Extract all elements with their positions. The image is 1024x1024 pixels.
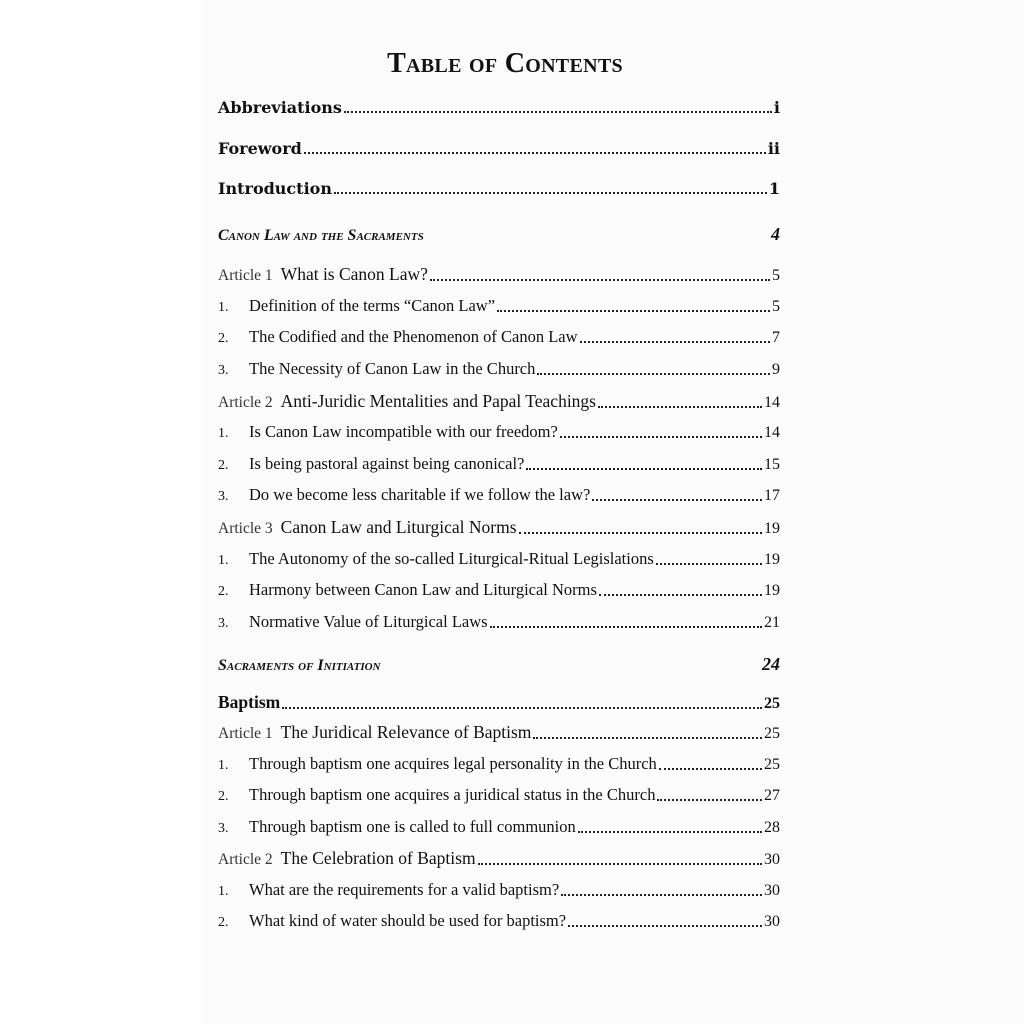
toc-page-number: 19 (764, 520, 780, 537)
toc-article[interactable] (218, 264, 780, 285)
toc-page-number: 19 (764, 551, 780, 568)
dot-leader (568, 925, 762, 927)
item-number: 2. (218, 331, 229, 346)
toc-page-number: 30 (764, 882, 780, 899)
toc-entry-label: Abbreviations (218, 98, 342, 117)
item-number: 2. (218, 584, 229, 599)
item-title: Normative Value of Liturgical Laws (249, 612, 488, 631)
item-number: 2. (218, 915, 229, 930)
item-title: Definition of the terms “Canon Law” (249, 296, 496, 315)
item-title: The Codified and the Phenomenon of Canon Law (249, 327, 578, 346)
item-title: Through baptism one acquires legal personality in the Church (249, 754, 657, 773)
dot-leader (334, 192, 767, 194)
dot-leader (657, 799, 762, 801)
dot-leader (304, 152, 766, 154)
article-prefix: Article 2 (218, 851, 273, 868)
dot-leader (592, 499, 762, 501)
dot-leader (478, 863, 762, 865)
toc-page-number: 14 (764, 394, 780, 411)
toc-page-number: 30 (764, 851, 780, 868)
toc-page-number: 19 (764, 582, 780, 599)
dot-leader (560, 436, 762, 438)
dot-leader (282, 707, 762, 709)
item-title: Do we become less charitable if we follow the law? (249, 485, 591, 504)
dot-leader (490, 626, 762, 628)
toc-page-number: 9 (772, 361, 780, 378)
dot-leader (344, 111, 772, 113)
article-title: Anti-Juridic Mentalities and Papal Teachings (280, 391, 596, 411)
dot-leader (656, 563, 762, 565)
toc-page-number: 27 (764, 787, 780, 804)
item-title: The Autonomy of the so-called Liturgical-Ritual Legislations (249, 549, 654, 568)
toc-article[interactable] (218, 391, 780, 412)
toc-page-number: 1 (768, 179, 780, 198)
toc-chapter-baptism[interactable] (218, 692, 780, 713)
dot-leader (519, 532, 762, 534)
item-number: 3. (218, 363, 229, 378)
dot-leader (578, 831, 762, 833)
article-prefix: Article 2 (218, 394, 273, 411)
toc-page-number: 15 (764, 456, 780, 473)
item-number: 2. (218, 789, 229, 804)
toc-item[interactable] (218, 296, 780, 316)
toc-item[interactable] (218, 754, 780, 774)
dot-leader (497, 310, 770, 312)
item-number: 1. (218, 426, 229, 441)
item-title: Is being pastoral against being canonical? (249, 454, 525, 473)
toc-item[interactable] (218, 359, 780, 379)
item-number: 1. (218, 758, 229, 773)
toc-item[interactable] (218, 485, 780, 505)
item-number: 2. (218, 458, 229, 473)
toc-entry-introduction[interactable] (218, 179, 780, 198)
item-number: 1. (218, 300, 229, 315)
toc-article[interactable] (218, 848, 780, 869)
toc-page-number: 25 (764, 695, 780, 712)
toc-page-number: 25 (764, 756, 780, 773)
section-page-number: 4 (771, 224, 780, 244)
toc-article[interactable] (218, 722, 780, 743)
item-title: What are the requirements for a valid baptism? (249, 880, 560, 899)
article-title: The Celebration of Baptism (280, 848, 476, 868)
toc-page-number: 5 (772, 298, 780, 315)
item-number: 1. (218, 553, 229, 568)
chapter-title: Baptism (218, 692, 281, 712)
article-prefix: Article 1 (218, 725, 273, 742)
item-title: Through baptism one is called to full communion (249, 817, 576, 836)
item-title: Through baptism one acquires a juridical status in the Church (249, 785, 656, 804)
item-number: 3. (218, 616, 229, 631)
toc-item[interactable] (218, 880, 780, 900)
toc-page-number: 25 (764, 725, 780, 742)
article-title: What is Canon Law? (280, 264, 428, 284)
article-title: Canon Law and Liturgical Norms (280, 517, 517, 537)
toc-page-number: i (773, 98, 780, 117)
dot-leader (526, 468, 762, 470)
item-title: Harmony between Canon Law and Liturgical Norms (249, 580, 597, 599)
toc-page-number: 21 (764, 614, 780, 631)
article-prefix: Article 3 (218, 520, 273, 537)
dot-leader (537, 373, 770, 375)
dot-leader (580, 341, 770, 343)
dot-leader (659, 768, 762, 770)
item-title: Is Canon Law incompatible with our freedom? (249, 422, 558, 441)
toc-page-number: ii (767, 139, 780, 158)
toc-page-number: 17 (764, 487, 780, 504)
item-number: 3. (218, 489, 229, 504)
section-heading-canon-law[interactable] (218, 224, 780, 245)
toc-entry-abbreviations[interactable] (218, 98, 780, 117)
toc-item[interactable] (218, 785, 780, 805)
page-title: Table of Contents (387, 48, 623, 79)
toc-item[interactable] (218, 580, 780, 600)
dot-leader (533, 737, 762, 739)
toc-item[interactable] (218, 612, 780, 632)
toc-article[interactable] (218, 517, 780, 538)
dot-leader (561, 894, 762, 896)
section-page-number: 24 (762, 654, 780, 674)
section-heading-initiation[interactable] (218, 654, 780, 675)
item-title: What kind of water should be used for baptism? (249, 911, 567, 930)
item-number: 1. (218, 884, 229, 899)
section-title: Sacraments of Initiation (218, 657, 381, 674)
toc-item[interactable] (218, 549, 780, 569)
article-title: The Juridical Relevance of Baptism (280, 722, 532, 742)
dot-leader (430, 279, 770, 281)
toc-page-number: 14 (764, 424, 780, 441)
toc-item[interactable] (218, 911, 780, 931)
item-title: The Necessity of Canon Law in the Church (249, 359, 536, 378)
toc-item[interactable] (218, 817, 780, 837)
article-prefix: Article 1 (218, 267, 273, 284)
dot-leader (599, 594, 762, 596)
toc-entry-foreword[interactable] (218, 139, 780, 158)
toc-item[interactable] (218, 422, 780, 442)
toc-item[interactable] (218, 454, 780, 474)
toc-page-number: 30 (764, 913, 780, 930)
dot-leader (598, 406, 762, 408)
toc-page-number: 5 (772, 267, 780, 284)
section-title: Canon Law and the Sacraments (218, 227, 424, 244)
toc-entry-label: Introduction (218, 179, 332, 198)
toc-page-number: 7 (772, 329, 780, 346)
toc-entry-label: Foreword (218, 139, 302, 158)
toc-page-number: 28 (764, 819, 780, 836)
item-number: 3. (218, 821, 229, 836)
toc-item[interactable] (218, 327, 780, 347)
